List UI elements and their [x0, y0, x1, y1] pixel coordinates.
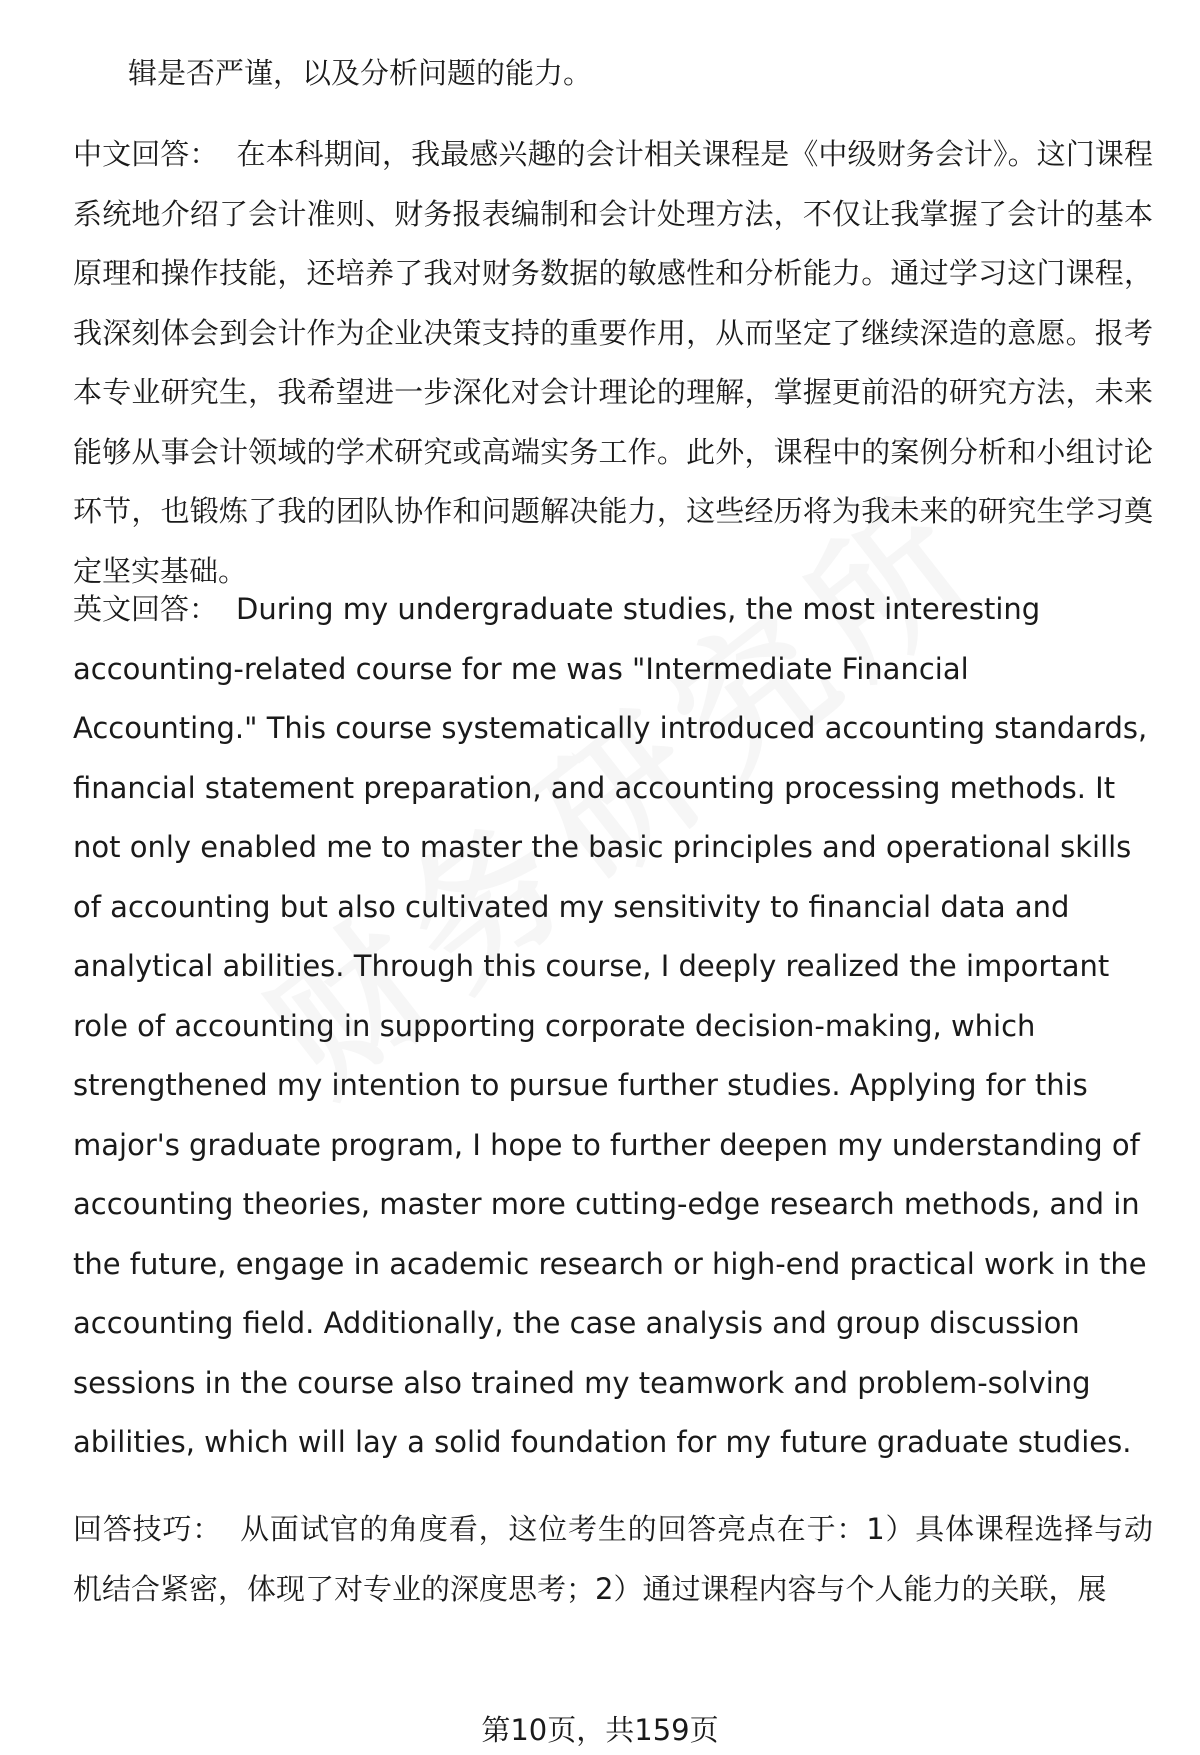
english-answer-text: During my undergraduate studies, the most interesting accounting-related course for me was "Intermediate Financial Accounting." This course systematically introduced accounting standards, financial statement preparation, and accounting processing methods. It not only enabled me to master the basic principles and operational skills of accounting but also cultivated my sensitivity to financial data and analytical abilities. Through this course, I deeply realized the important role of accounting in supporting corporate decision-making, which strengthened my intention to pursue further studies. Applying for this major's graduate program, I hope to further deepen my understanding of accounting theories, master more cutting-edge research methods, and in the future, engage in academic research or high-end practical work in the accounting field. Additionally, the case analysis and group discussion sessions in the course also trained my teamwork and problem-solving abilities, which will lay a solid foundation for my future graduate studies.: [73, 592, 1148, 1459]
english-answer: [73, 580, 1153, 1473]
chinese-answer: [73, 125, 1153, 601]
answer-tips: [73, 1500, 1153, 1619]
chinese-answer-label: 中文回答：: [73, 137, 219, 171]
answer-tips-text: 从面试官的角度看，这位考生的回答亮点在于：1）具体课程选择与动机结合紧密，体现了对专业的深度思考；2）通过课程内容与个人能力的关联，展: [73, 1512, 1153, 1606]
continuation-text: 辑是否严谨，以及分析问题的能力。: [128, 56, 593, 90]
page-footer: 第10页，共159页: [481, 1713, 719, 1747]
answer-tips-label: 回答技巧：: [73, 1512, 223, 1546]
chinese-answer-text: 在本科期间，我最感兴趣的会计相关课程是《中级财务会计》。这门课程系统地介绍了会计准则、财务报表编制和会计处理方法，不仅让我掌握了会计的基本原理和操作技能，还培养了我对财务数据的敏感性和分析能力。通过学习这门课程，我深刻体会到会计作为企业决策支持的重要作用，从而坚定了继续深造的意愿。报考本专业研究生，我希望进一步深化对会计理论的理解，掌握更前沿的研究方法，未来能够从事会计领域的学术研究或高端实务工作。此外，课程中的案例分析和小组讨论环节，也锻炼了我的团队协作和问题解决能力，这些经历将为我未来的研究生学习奠定坚实基础。: [73, 137, 1153, 588]
english-answer-label: 英文回答：: [73, 592, 219, 626]
